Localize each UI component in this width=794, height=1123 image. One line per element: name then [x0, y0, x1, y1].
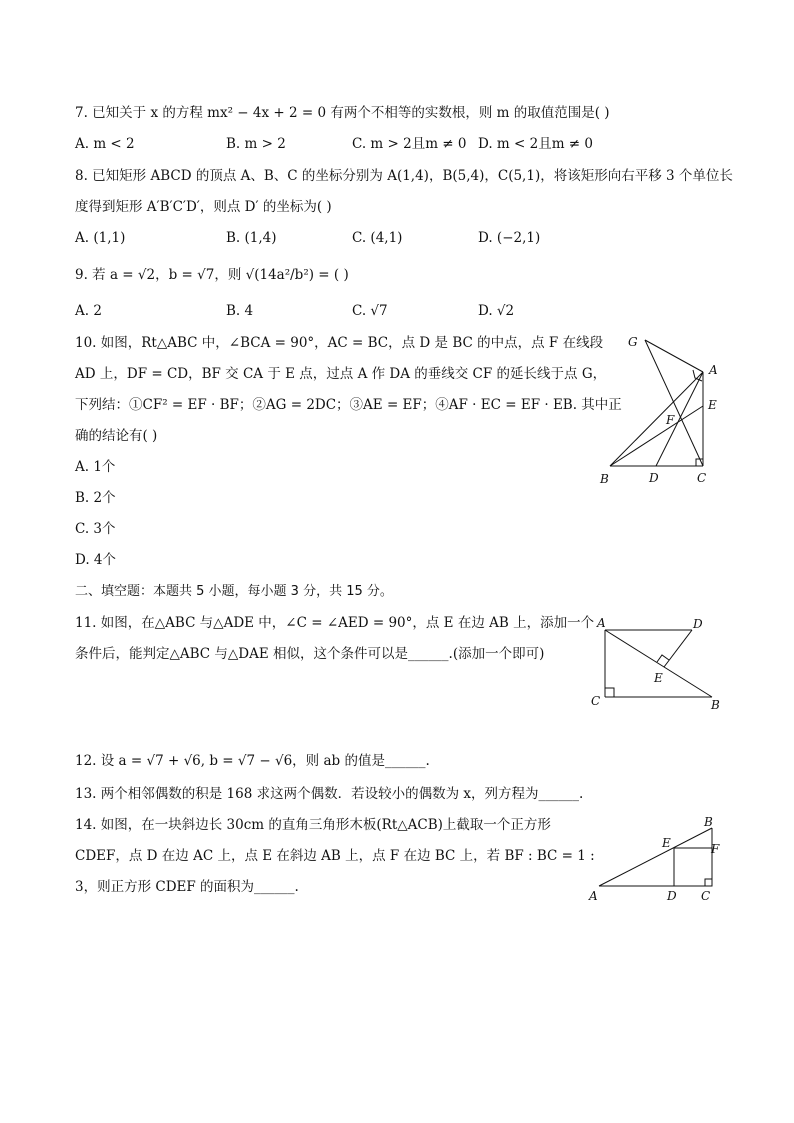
q14-label-f: F: [711, 842, 720, 856]
q14-line2: CDEF，点 D 在边 AC 上，点 E 在斜边 AB 上，点 F 在边 BC 上，若 BF : BC = 1 :: [75, 848, 595, 864]
q14-label-e: E: [662, 836, 671, 850]
q8-option-b: B. (1,4): [226, 230, 277, 246]
q12-stem: 12. 设 a = √7 + √6, b = √7 − √6，则 ab 的值是______.: [75, 753, 430, 769]
q8-option-d: D. (−2,1): [478, 230, 541, 246]
q11-label-c: C: [591, 694, 601, 708]
q7-option-c: C. m > 2且m ≠ 0: [352, 136, 467, 152]
q14-figure: [585, 812, 725, 907]
q10-right-angle-c: [696, 459, 703, 466]
q10-option-a: A. 1个: [75, 459, 116, 475]
q7-option-a: A. m < 2: [75, 136, 135, 152]
q11-right-angle-e: [657, 655, 669, 662]
q11-right-angle-c: [605, 688, 614, 697]
q10-line2: AD 上，DF = CD，BF 交 CA 于 E 点，过点 A 作 DA 的垂线交 CF 的延长线于点 G，: [75, 366, 607, 382]
q8-stem-line1: 8. 已知矩形 ABCD 的顶点 A、B、C 的坐标分别为 A(1,4)，B(5,4)，C(5,1)，将该矩形向右平移 3 个单位长: [75, 168, 733, 184]
q10-line3: 下列结：①CF² = EF · BF；②AG = 2DC；③AE = EF；④AF · EC = EF · EB. 其中正: [75, 397, 622, 413]
section-fill-in-heading: 二、填空题：本题共 5 小题，每小题 3 分，共 15 分。: [75, 584, 393, 599]
q10-seg-cg: [645, 340, 703, 466]
q14-label-d: D: [667, 889, 677, 903]
q9-option-a: A. 2: [75, 303, 102, 319]
q7-option-d: D. m < 2且m ≠ 0: [478, 136, 593, 152]
q9-option-c: C. √7: [352, 303, 388, 319]
q14-square-cdef: [674, 848, 712, 886]
q14-label-b: B: [704, 815, 713, 829]
q10-label-c: C: [697, 471, 707, 485]
q10-label-a: A: [709, 363, 718, 377]
q10-label-e: E: [708, 398, 717, 412]
q10-line1: 10. 如图，Rt△ABC 中，∠BCA = 90°，AC = BC，点 D 是 BC 的中点，点 F 在线段: [75, 335, 604, 351]
q10-label-f: F: [666, 413, 675, 427]
q11-seg-ab: [605, 630, 712, 697]
q8-stem-line2: 度得到矩形 A′B′C′D′，则点 D′ 的坐标为( ): [75, 199, 332, 215]
q11-line1: 11. 如图，在△ABC 与△ADE 中，∠C = ∠AED = 90°，点 E 在边 AB 上，添加一个: [75, 615, 595, 631]
q10-seg-ga: [645, 340, 703, 372]
q14-label-a: A: [589, 889, 598, 903]
q9-option-b: B. 4: [226, 303, 254, 319]
q10-seg-ad: [656, 372, 703, 466]
q10-seg-ab: [610, 372, 703, 466]
q7-option-b: B. m > 2: [226, 136, 286, 152]
q14-label-c: C: [701, 889, 711, 903]
q10-label-d: D: [649, 471, 659, 485]
q14-seg-ab: [599, 828, 712, 886]
q9-option-d: D. √2: [478, 303, 515, 319]
q11-line2: 条件后，能判定△ABC 与△DAE 相似，这个条件可以是______.(添加一个即可): [75, 646, 545, 662]
q13-stem: 13. 两个相邻偶数的积是 168 求这两个偶数．若设较小的偶数为 x，列方程为______.: [75, 786, 584, 802]
q10-option-b: B. 2个: [75, 490, 116, 506]
q11-label-b: B: [711, 698, 720, 712]
q10-option-c: C. 3个: [75, 521, 116, 537]
q14-line1: 14. 如图，在一块斜边长 30cm 的直角三角形木板(Rt△ACB)上截取一个正方形: [75, 817, 551, 833]
q10-label-b: B: [600, 472, 609, 486]
q10-option-d: D. 4个: [75, 552, 117, 568]
q10-figure: [590, 330, 730, 490]
q10-label-g: G: [628, 335, 638, 349]
q8-option-c: C. (4,1): [352, 230, 403, 246]
q8-option-a: A. (1,1): [75, 230, 126, 246]
q11-label-d: D: [693, 617, 703, 631]
q11-label-a: A: [597, 616, 606, 630]
q14-right-angle-c: [705, 879, 712, 886]
q7-stem: 7. 已知关于 x 的方程 mx² − 4x + 2 = 0 有两个不相等的实数根，则 m 的取值范围是( ): [75, 105, 610, 121]
q10-right-angle-a: [693, 370, 702, 381]
q9-stem: 9. 若 a = √2，b = √7，则 √(14a²/b²) = ( ): [75, 267, 349, 283]
q11-figure: [585, 612, 730, 712]
q10-line4: 确的结论有( ): [75, 428, 158, 444]
q14-line3: 3，则正方形 CDEF 的面积为______.: [75, 879, 299, 895]
q11-seg-de: [664, 630, 692, 667]
q11-label-e: E: [654, 671, 663, 685]
